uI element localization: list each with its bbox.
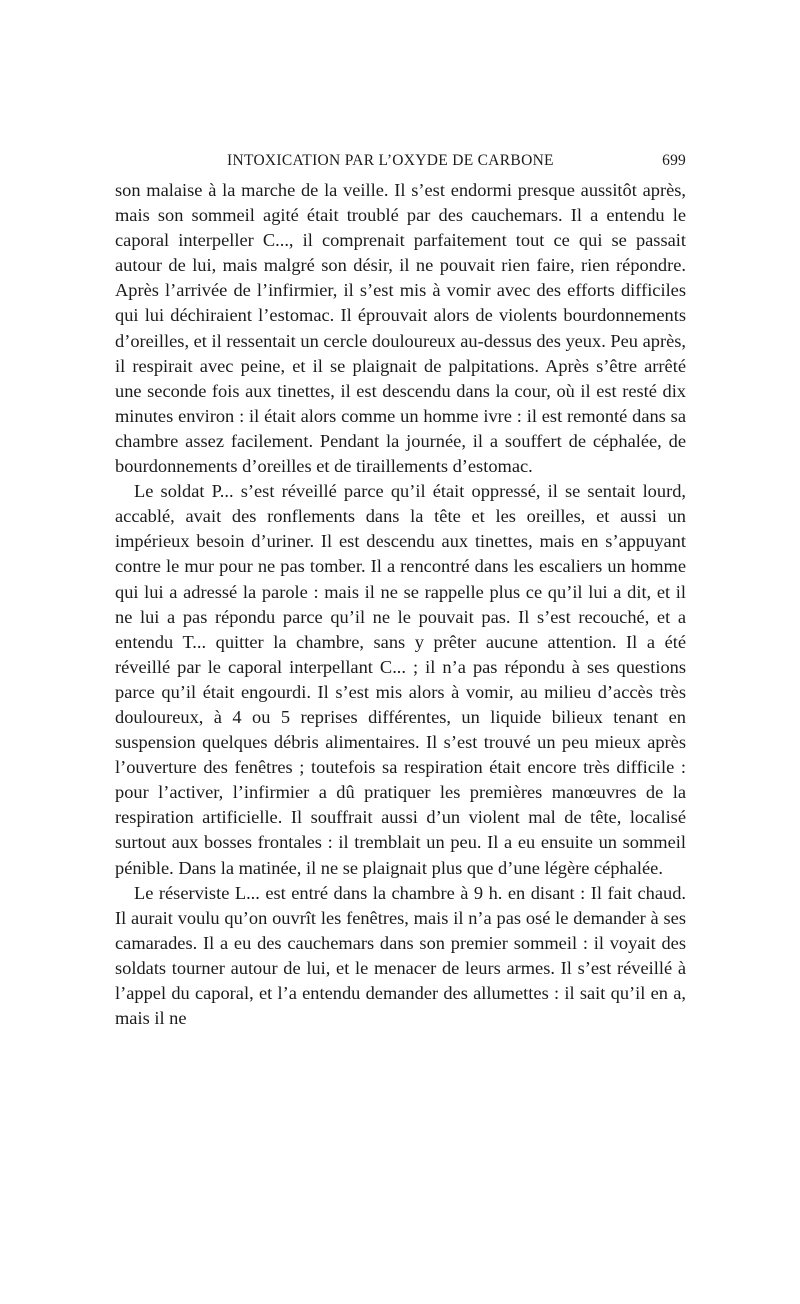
running-head [115, 148, 686, 178]
running-title: INTOXICATION PAR L’OXYDE DE CARBONE [227, 152, 554, 169]
body-paragraph-3: Le réserviste L... est entré dans la chambre à 9 h. en disant : Il fait chaud. Il aurait voulu qu’on ouvrît les fenêtres, mais il n’a pas osé le demander à ses camarades. Il a eu des cauchemars dans son premier sommeil : il voyait des soldats tourner autour de lui, et le menacer de leurs armes. Il s’est réveillé à l’appel du caporal, et l’a entendu demander des allumettes : il sait qu’il en a, mais il ne [115, 882, 686, 1029]
page-number: 699 [662, 152, 686, 169]
body-paragraph-1: son malaise à la marche de la veille. Il s’est endormi presque aussitôt après, mais son sommeil agité était troublé par des cauchemars. Il a entendu le caporal interpeller C..., il comprenait parfaitement tout ce qui se passait autour de lui, mais malgré son désir, il ne pouvait rien faire, rien répondre. Après l’arrivée de l’infirmier, il s’est mis à vomir avec des efforts difficiles qui lui déchiraient l’estomac. Il éprouvait alors de violents bourdonnements d’oreilles, et il ressentait un cercle douloureux au-dessus des yeux. Peu après, il respirait avec peine, et il se plaignait de palpitations. Après s’être arrêté une seconde fois aux tinettes, il est descendu dans la cour, où il est resté dix minutes environ : il était alors comme un homme ivre : il est remonté dans sa chambre assez facilement. Pendant la journée, il a souffert de céphalée, de bourdonnements d’oreilles et de tiraillements d’estomac. [115, 180, 686, 477]
body-paragraph-2: Le soldat P... s’est réveillé parce qu’il était oppressé, il se sentait lourd, accablé, avait des ronflements dans la tête et les oreilles, et aussi un impérieux besoin d’uriner. Il est descendu aux tinettes, mais en s’appuyant contre le mur pour ne pas tomber. Il a rencontré dans les escaliers un homme qui lui a adressé la parole : mais il ne se rappelle plus ce qu’il lui a dit, et il ne lui a pas répondu parce qu’il ne le pouvait pas. Il s’est recouché, et a entendu T... quitter la chambre, sans y prêter aucune attention. Il a été réveillé par le caporal interpellant C... ; il n’a pas répondu à ses questions parce qu’il était engourdi. Il s’est mis alors à vomir, au milieu d’accès très douloureux, à 4 ou 5 reprises différentes, un liquide bilieux tenant en suspension quelques débris alimentaires. Il s’est trouvé un peu mieux après l’ouverture des fenêtres ; toutefois sa respiration était encore très difficile : pour l’activer, l’infirmier a dû pratiquer les premières manœuvres de la respiration artificielle. Il souffrait aussi d’un violent mal de tête, localisé surtout aux bosses frontales : il tremblait un peu. Il a eu ensuite un sommeil pénible. Dans la matinée, il ne se plaignait plus que d’une légère céphalée. [115, 481, 686, 878]
book-page [115, 148, 686, 1031]
